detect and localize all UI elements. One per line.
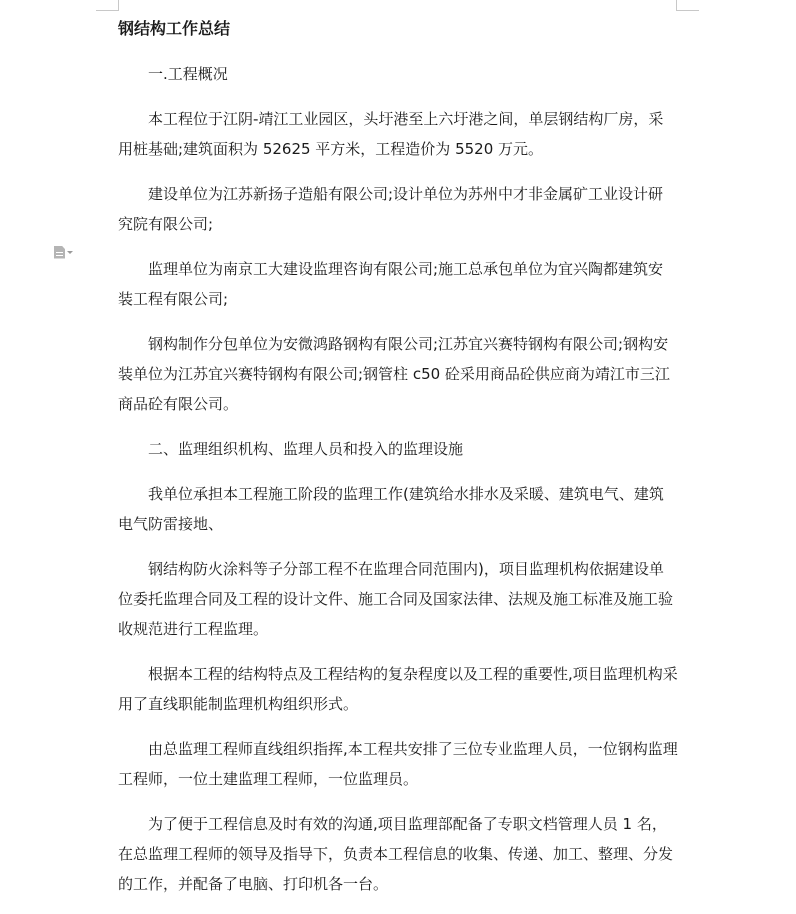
document-icon: [54, 246, 65, 259]
paragraph-scope-continued: 钢结构防火涂料等子分部工程不在监理合同范围内)，项目监理机构依据建设单位委托监理合同及工程的设计文件、施工合同及国家法律、法规及施工标准及施工验收规范进行工程监理。: [118, 560, 674, 638]
paragraph-location: 本工程位于江阴-靖江工业园区，头圩港至上六圩港之间，单层钢结构厂房，采用桩基础;建筑面积为 52625 平方米，工程造价为 5520 万元。: [118, 110, 664, 158]
page-corner-mark-left: [96, 0, 119, 11]
document-body: [118, 14, 678, 914]
paragraph-heading-organization: 二、监理组织机构、监理人员和投入的监理设施: [148, 440, 464, 458]
paragraph-org-form: 根据本工程的结构特点及工程结构的复杂程度以及工程的重要性,项目监理机构采用了直线职能制监理机构组织形式。: [118, 665, 678, 713]
paragraph-staffing: 由总监理工程师直线组织指挥,本工程共安排了三位专业监理人员，一位钢构监理工程师，一位土建监理工程师，一位监理员。: [118, 740, 678, 788]
paragraph-owner-designer: 建设单位为江苏新扬子造船有限公司;设计单位为苏州中才非金属矿工业设计研究院有限公司;: [118, 185, 664, 233]
paragraph-information-management: 为了便于工程信息及时有效的沟通,项目监理部配备了专职文档管理人员 1 名，在总监理工程师的领导及指导下，负责本工程信息的收集、传递、加工、整理、分发的工作，并配备了电脑、打印机各一台。: [118, 815, 674, 893]
paragraph-menu-button[interactable]: [54, 244, 84, 260]
paragraph-subcontractors: 钢构制作分包单位为安微鸿路钢构有限公司;江苏宜兴赛特钢构有限公司;钢构安装单位为江苏宜兴赛特钢构有限公司;钢管柱 c50 砼采用商品砼供应商为靖江市三江商品砼有限公司。: [118, 335, 670, 413]
paragraph-supervisor-contractor: 监理单位为南京工大建设监理咨询有限公司;施工总承包单位为宜兴陶都建筑安装工程有限公司;: [118, 260, 664, 308]
page-corner-mark-right: [676, 0, 699, 11]
document-title: 钢结构工作总结: [118, 19, 231, 38]
paragraph-scope: 我单位承担本工程施工阶段的监理工作(建筑给水排水及采暖、建筑电气、建筑电气防雷接地、: [118, 485, 664, 533]
dropdown-caret-icon: [67, 251, 73, 254]
paragraph-heading-overview: 一.工程概况: [148, 65, 228, 83]
